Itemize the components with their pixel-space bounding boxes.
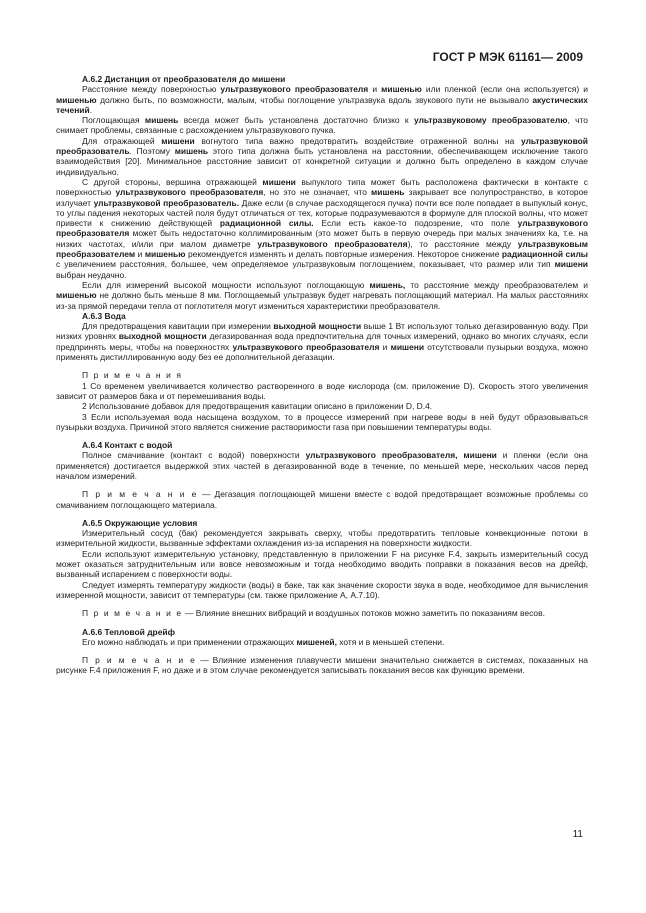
document-header: ГОСТ Р МЭК 61161— 2009 xyxy=(432,50,583,64)
notes-label: П р и м е ч а н и я xyxy=(82,370,183,381)
paragraph: Если используют измерительную установку, представленную в приложении F на рисунке F.4, закрыть измерительный сосуд может оказаться затруднительным или вовсе невозможным и тогда необходимо вводить поправки в показания весов на дрейф, вызванный испарением с поверхности воды. xyxy=(56,548,588,580)
paragraph: С другой стороны, вершина отражающей мишени выпуклого типа может быть расположена фактически в контакте с поверхностью ультразвукового преобразователя, но это не означает, что мишень закрывает все полупространство, в которое излучает ультразвуковой преобразователь. Даже если (в случае расходящегося пучка) почти все поле попадает в выпуклый конус, то углы падения некоторых частей поля будут отличаться от тех, которые подразумеваются в формуле для плоской волны, что может привести к снижению действующей радиационной силы. Если есть какое-то подозрение, что поле ультразвукового преобразователя может быть недостаточно коллимированным (это может быть в первую очередь при малых значениях ka, т.е. на низких частотах, и/или при малом диаметре ультразвукового преобразователя), то расстояние между ультразвуковым преобразователем и мишенью рекомендуется изменять и делать повторные измерения. Некоторое снижение радиационной силы с увеличением расстояния, большее, чем определяемое ультразвуковым поглощением, показывает, что размер или тип мишени выбран неудачно. xyxy=(56,176,589,280)
document-body xyxy=(56,74,588,676)
note: П р и м е ч а н и е — Дегазация поглощающей мишени вместе с водой предотвращает возможные проблемы со смачиванием поглощающего материала. xyxy=(56,489,588,510)
note-item: 3 Если используемая вода насыщена воздухом, то в процессе измерений при нагреве воды в ней будут образовываться пузырьки воздуха. Причиной этого является снижение растворимости газа при повышении температуры воды. xyxy=(56,411,588,432)
note: П р и м е ч а н и е — Влияние внешних вибраций и воздушных потоков можно заметить по показаниям весов. xyxy=(82,608,545,619)
section-heading-a66: А.6.6 Тепловой дрейф xyxy=(82,626,175,637)
paragraph: Измерительный сосуд (бак) рекомендуется закрывать сверху, чтобы предотвратить тепловые конвекционные потоки в измерительной жидкости, вызванные эффектами охлаждения из-за испарения на поверхности жидкости. xyxy=(56,528,588,549)
paragraph: Полное смачивание (контакт с водой) поверхности ультразвукового преобразователя, мишени и пленки (если она применяется) достигается выдержкой этих частей в дегазированной воде в течение, по меньшей мере, нескольких часов перед началом измерений. xyxy=(56,450,588,481)
paragraph: Для отражающей мишени вогнутого типа важно предотвратить воздействие отраженной волны на ультразвуковой преобразователь. Поэтому мишень этого типа должна быть установлена на расстоянии, обеспечивающем исключение такого взаимодействия [20]. Минимальное расстояние зависит от конкретной ситуации и должно быть определено в каждом случае индивидуально. xyxy=(56,135,588,177)
paragraph: Поглощающая мишень всегда может быть установлена достаточно близко к ультразвуковому преобразователю, что снимает проблемы, связанные с расхождением ультразвукового пучка. xyxy=(56,115,588,136)
page-number: 11 xyxy=(572,829,583,840)
section-heading-a62: А.6.2 Дистанция от преобразователя до мишени xyxy=(82,74,286,84)
note-item: 1 Со временем увеличивается количество растворенного в воде кислорода (см. приложение D). Скорость этого увеличения зависит от размеров бака и от перемешивания воды. xyxy=(56,380,588,401)
paragraph: Для предотвращения кавитации при измерении выходной мощности выше 1 Вт используют только дегазированную воду. При низких уровнях выходной мощности дегазированная вода предпочтительна для точных измерений, однако во многих случаях, если предпринять меры, чтобы на поверхностях ультразвукового преобразователя и мишени отсутствовали пузырьки воздуха, можно применять дистиллированную воду без ее дополнительной дегазации. xyxy=(56,321,589,363)
section-heading-a63: А.6.3 Вода xyxy=(82,310,126,321)
section-heading-a64: А.6.4 Контакт с водой xyxy=(82,440,173,451)
paragraph: Его можно наблюдать и при применении отражающих мишеней, хотя и в меньшей степени. xyxy=(82,636,445,647)
paragraph: Расстояние между поверхностью ультразвукового преобразователя и мишенью или пленкой (если она используется) и мишенью должно быть, по возможности, малым, чтобы поглощение ультразвука вдоль звукового пути не вызывало акустических течений. xyxy=(56,84,589,115)
paragraph: Следует измерять температуру жидкости (воды) в баке, так как значение скорости звука в воде, необходимое для вычисления измеренной мощности, зависит от температуры (см. также приложение А, А.7.10). xyxy=(56,579,588,600)
note-item: 2 Использование добавок для предотвращения кавитации описано в приложении D, D.4. xyxy=(82,401,433,412)
note: П р и м е ч а н и е — Влияние изменения плавучести мишени значительно снижается в системах, показанных на рисунке F.4 приложения F, но даже и в этом случае рекомендуется записывать показания весов как функцию времени. xyxy=(56,655,588,676)
section-heading-a65: А.6.5 Окружающие условия xyxy=(82,517,198,528)
paragraph: Если для измерений высокой мощности используют поглощающую мишень, то расстояние между преобразователем и мишенью не должно быть меньше 8 мм. Поглощаемый ультразвук будет нагревать поглощающий материал. На малых расстояниях из-за прямой передачи тепла от поглотителя могут измениться характеристики преобразователя. xyxy=(56,279,589,311)
